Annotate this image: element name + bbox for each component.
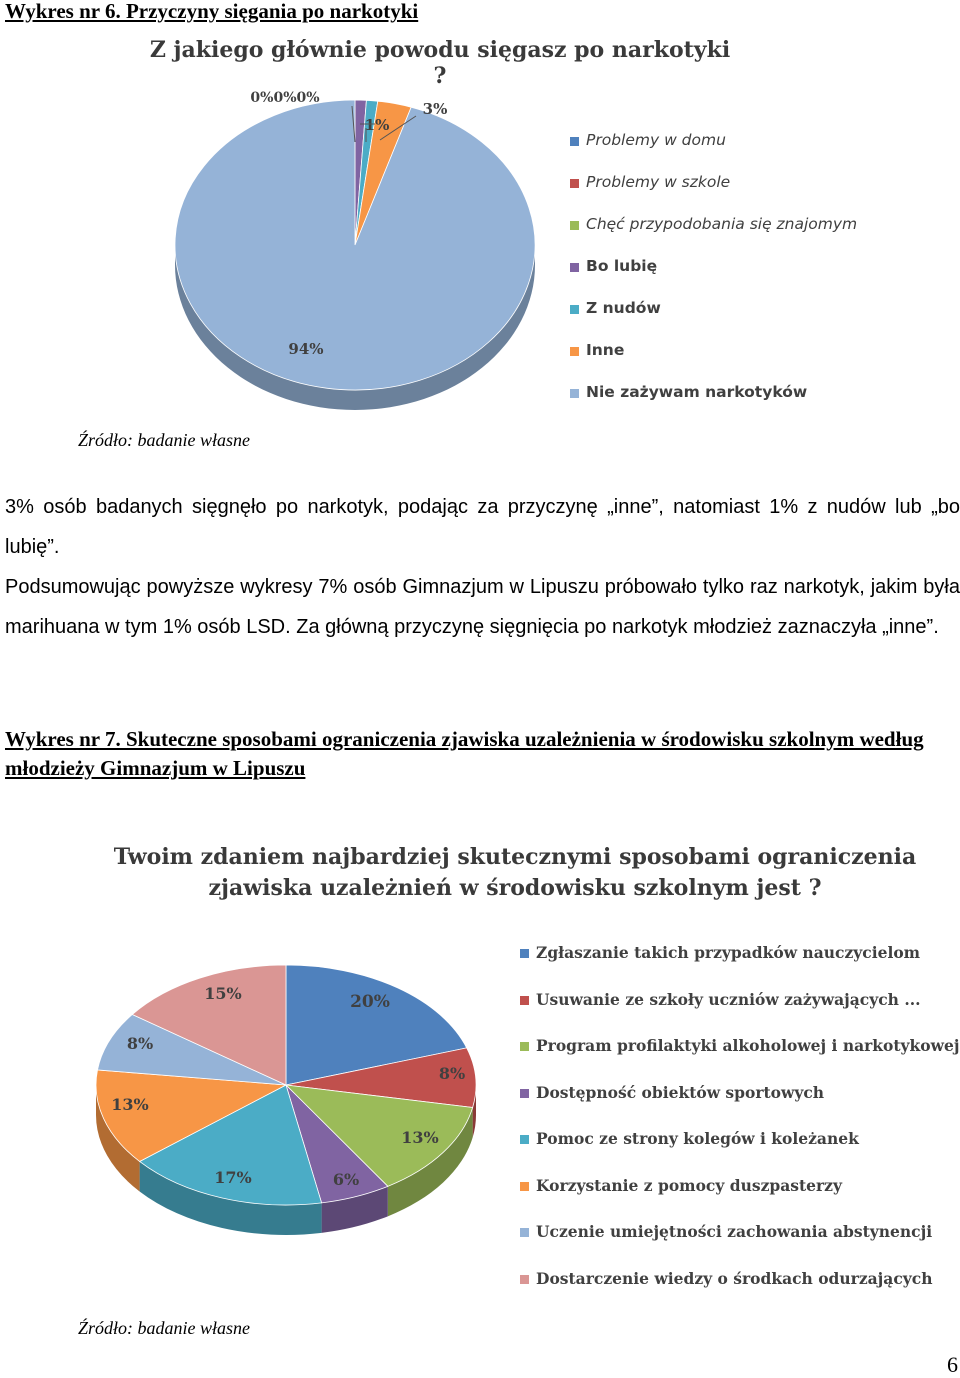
chart2-title-line1: Twoim zdaniem najbardziej skutecznymi sposobami ograniczenia — [113, 844, 917, 870]
pie1-label-inne: 3% — [422, 100, 448, 118]
legend2-item-program-profilaktyki-alkoholowej-i-narkotykowej — [520, 1036, 959, 1083]
legend2-swatch — [520, 1228, 529, 1237]
pie2-label-korzystanie-z-pomocy-duszpasterzy: 13% — [111, 1095, 149, 1114]
pie2-label-usuwanie-ze-szkoly-uczniow-zazywajacych: 8% — [438, 1064, 466, 1083]
pie1-label-z-nudow: 1% — [364, 116, 390, 134]
legend2-swatch — [520, 949, 529, 958]
chart1-title: Z jakiego głównie powodu sięgasz po narkotyki ? — [149, 37, 731, 89]
legend1-item-label: Nie zażywam narkotyków — [586, 383, 808, 401]
legend2-item-label: Zgłaszanie takich przypadków nauczycielom — [536, 943, 921, 962]
pie2-label-dostepnosc-obiektow-sportowych: 6% — [332, 1170, 360, 1189]
chart2-pie — [90, 955, 490, 1245]
legend2-item-label: Dostarczenie wiedzy o środkach odurzających — [536, 1268, 933, 1288]
legend1-item-label: Inne — [586, 341, 625, 359]
legend1-item-label: Chęć przypodobania się znajomym — [586, 215, 858, 233]
legend1-swatch — [570, 305, 579, 314]
legend1-item-label: Z nudów — [586, 299, 661, 317]
pie1-slice-nie-zazywam-narkotykow — [175, 100, 535, 390]
legend1-item-label: Bo lubię — [586, 257, 658, 275]
legend2-item-dostepnosc-obiektow-sportowych — [520, 1083, 959, 1130]
legend2-item-usuwanie-ze-szkoly-uczniow-zazywajacych — [520, 990, 959, 1037]
legend2-swatch — [520, 1135, 529, 1144]
pie1-label-zero-group: 0%0%0% — [250, 90, 320, 106]
legend2-swatch — [520, 1182, 529, 1191]
legend1-item-bo-lubie — [570, 257, 857, 299]
legend2-item-label: Pomoc ze strony kolegów i koleżanek — [536, 1129, 859, 1148]
legend2-swatch — [520, 1042, 529, 1051]
legend2-item-zglaszanie-takich-przypadkow-nauczycielom — [520, 943, 959, 990]
legend1-swatch — [570, 263, 579, 272]
legend1-swatch — [570, 221, 579, 230]
legend1-item-inne — [570, 341, 857, 383]
legend1-item-label: Problemy w domu — [586, 131, 726, 149]
paragraph-1: 3% osób badanych sięgnęło po narkotyk, podając za przyczynę „inne”, natomiast 1% z nudów lub „bo lubię”. — [5, 496, 960, 558]
pie2-label-program-profilaktyki-alkoholowej-i-narkotykowej: 13% — [401, 1128, 439, 1147]
pie2-label-zglaszanie-takich-przypadkow-nauczycielom: 20% — [350, 992, 390, 1012]
legend1-item-z-nudow — [570, 299, 857, 341]
chart2-source: Źródło: badanie własne — [78, 1318, 251, 1338]
legend2-item-pomoc-ze-strony-kolegow-i-kolezanek — [520, 1129, 959, 1176]
legend1-item-label: Problemy w szkole — [586, 173, 731, 191]
legend1-item-problemy-w-domu — [570, 131, 857, 173]
chart1-legend — [570, 131, 857, 425]
legend1-swatch — [570, 137, 579, 146]
legend2-item-korzystanie-z-pomocy-duszpasterzy — [520, 1176, 959, 1223]
legend2-item-label: Program profilaktyki alkoholowej i narkotykowej — [536, 1036, 960, 1055]
pie2-label-dostarczenie-wiedzy-o-srodkach-odurzajacych: 15% — [204, 984, 242, 1003]
legend2-item-label: Korzystanie z pomocy duszpasterzy — [536, 1175, 842, 1195]
page-number: 6 — [947, 1352, 958, 1377]
pie1-label-nie-zazywam-narkotykow: 94% — [288, 340, 324, 358]
legend1-item-chec-przypodobania-sie-znajomym — [570, 215, 857, 257]
legend2-item-label: Uczenie umiejętności zachowania abstynencji — [536, 1222, 933, 1241]
pie2-label-pomoc-ze-strony-kolegow-i-kolezanek: 17% — [214, 1168, 252, 1187]
chart2-title-line2: zjawiska uzależnień w środowisku szkolnym jest ? — [208, 875, 822, 901]
legend2-swatch — [520, 1089, 529, 1098]
figure-heading-7: Wykres nr 7. Skuteczne sposobami ograniczenia zjawiska uzależnienia w środowisku szkolnym według młodzieży Gimnazjum w Lipuszu — [5, 727, 924, 780]
chart2-legend — [520, 943, 959, 1315]
legend1-item-problemy-w-szkole — [570, 173, 857, 215]
legend2-item-uczenie-umiejetnosci-zachowania-abstynencji — [520, 1222, 959, 1269]
legend1-swatch — [570, 389, 579, 398]
paragraph-2: Podsumowując powyższe wykresy 7% osób Gimnazjum w Lipuszu próbowało tylko raz narkotyk, jakim była marihuana w tym 1% osób LSD. Za główną przyczynę sięgnięcia po narkotyk młodzież zaznaczyła „inne”. — [5, 576, 960, 638]
legend2-item-dostarczenie-wiedzy-o-srodkach-odurzajacych — [520, 1269, 959, 1316]
legend2-swatch — [520, 996, 529, 1005]
figure-heading-6: Wykres nr 6. Przyczyny sięgania po narkotyki — [5, 0, 419, 23]
chart1-source: Źródło: badanie własne — [78, 430, 251, 450]
pie2-label-uczenie-umiejetnosci-zachowania-abstynencji: 8% — [126, 1034, 154, 1053]
legend2-item-label: Dostępność obiektów sportowych — [536, 1082, 825, 1102]
legend2-item-label: Usuwanie ze szkoły uczniów zażywających ... — [536, 989, 921, 1009]
legend1-item-nie-zazywam-narkotykow — [570, 383, 857, 425]
legend1-swatch — [570, 347, 579, 356]
chart1-pie — [170, 80, 550, 420]
chart2-title — [100, 842, 930, 904]
legend2-swatch — [520, 1275, 529, 1284]
legend1-swatch — [570, 179, 579, 188]
